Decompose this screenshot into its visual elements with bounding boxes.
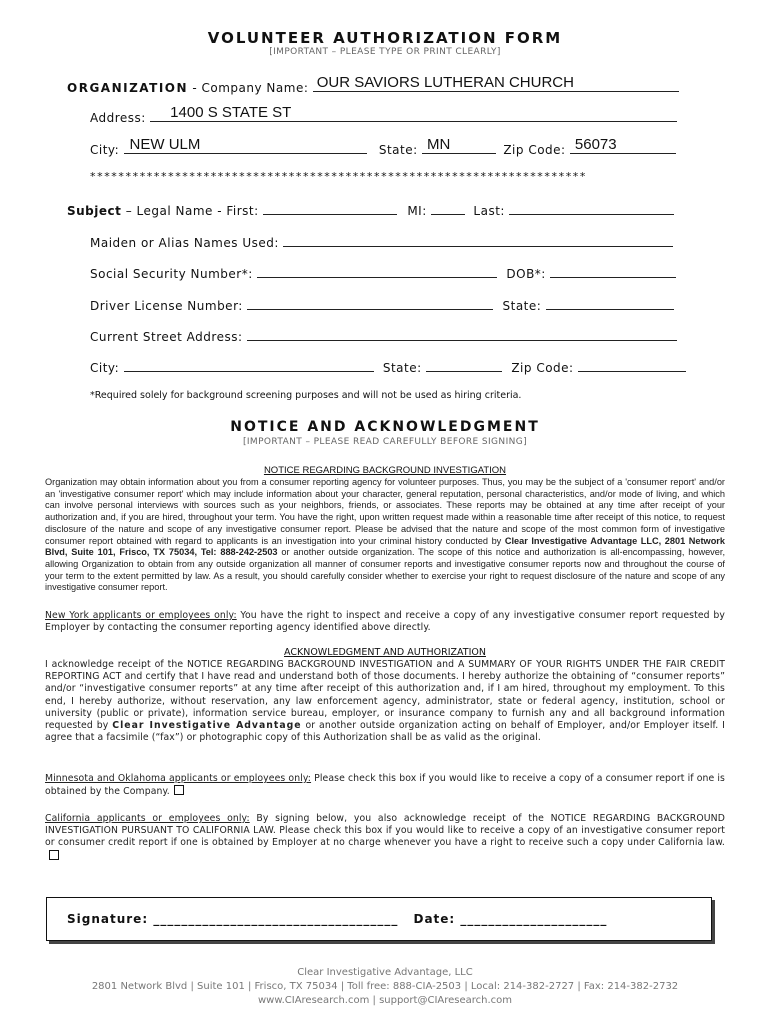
maiden-name-label: Maiden or Alias Names Used: bbox=[90, 236, 279, 250]
address-label: Address: bbox=[90, 111, 146, 125]
organization-row bbox=[67, 74, 679, 95]
subject-state-label: State: bbox=[382, 361, 422, 375]
minnesota-text: Please check this box if you would like to receive a copy of a consumer report if one is obtained by the Company. bbox=[45, 773, 725, 798]
signature-box bbox=[46, 897, 712, 941]
acknowledgment-company: Clear Investigative Advantage bbox=[112, 720, 302, 732]
org-zip-value: 56073 bbox=[574, 136, 617, 153]
new-york-text: You have the right to inspect and receive a copy of any investigative consumer report requested by Employer by contacting the consumer reporting agency identified above directly. bbox=[45, 610, 725, 634]
new-york-notice bbox=[45, 610, 725, 634]
date-line[interactable]: _____________________ bbox=[460, 912, 608, 926]
signature-label: Signature: bbox=[67, 912, 149, 926]
separator-stars: ********************************************************************** bbox=[90, 170, 587, 183]
address-value: 1400 S STATE ST bbox=[170, 104, 292, 121]
acknowledgment-heading: ACKNOWLEDGMENT AND AUTHORIZATION bbox=[284, 647, 486, 658]
company-name-label: - Company Name: bbox=[192, 81, 309, 95]
notice-heading: NOTICE REGARDING BACKGROUND INVESTIGATION bbox=[263, 465, 507, 476]
maiden-name-field[interactable] bbox=[283, 234, 673, 247]
address-row bbox=[90, 104, 677, 125]
street-address-label: Current Street Address: bbox=[90, 330, 243, 344]
ssn-field[interactable] bbox=[257, 265, 497, 278]
minnesota-label: Minnesota and Oklahoma applicants or employees only: bbox=[45, 773, 312, 784]
legal-name-first-label: – Legal Name - First: bbox=[125, 204, 259, 218]
org-state-field[interactable] bbox=[422, 136, 496, 154]
org-zip-field[interactable] bbox=[570, 136, 676, 154]
signature-line[interactable]: ___________________________________ bbox=[153, 912, 399, 926]
dob-label: DOB*: bbox=[506, 267, 546, 281]
driver-license-row bbox=[90, 297, 674, 313]
driver-license-label: Driver License Number: bbox=[90, 299, 243, 313]
footer-address: 2801 Network Blvd | Suite 101 | Frisco, TX 75034 | Toll free: 888-CIA-2503 | Local: 214-382-2727 | Fax: 214-382-2732 bbox=[91, 981, 679, 992]
minnesota-notice bbox=[45, 773, 725, 798]
form-title: VOLUNTEER AUTHORIZATION FORM bbox=[207, 29, 563, 47]
org-state-label: State: bbox=[378, 143, 418, 157]
acknowledgment-body bbox=[45, 659, 725, 744]
notice-subtitle: [IMPORTANT – PLEASE READ CAREFULLY BEFORE SIGNING] bbox=[242, 437, 528, 447]
california-label: California applicants or employees only: bbox=[45, 813, 250, 824]
street-address-row bbox=[90, 328, 677, 344]
driver-license-field[interactable] bbox=[247, 297, 493, 310]
last-name-label: Last: bbox=[473, 204, 505, 218]
address-field[interactable] bbox=[150, 104, 677, 122]
new-york-label: New York applicants or employees only: bbox=[45, 610, 237, 621]
ssn-row bbox=[90, 265, 676, 281]
notice-title: NOTICE AND ACKNOWLEDGMENT bbox=[230, 419, 540, 435]
dob-field[interactable] bbox=[550, 265, 676, 278]
california-text: By signing below, you also acknowledge receipt of the NOTICE REGARDING BACKGROUND INVESTIGATION PURSUANT TO CALIFORNIA LAW. Please check this box if you would like to receive a copy of an investigative consumer report or consumer credit report if one is obtained by Employer at no charge whenever you have a right to receive such a copy under California law. bbox=[45, 813, 725, 849]
subject-city-label: City: bbox=[90, 361, 120, 375]
org-city-label: City: bbox=[90, 143, 120, 157]
subject-zip-label: Zip Code: bbox=[511, 361, 574, 375]
signature-row bbox=[67, 912, 607, 926]
minnesota-checkbox[interactable] bbox=[174, 785, 184, 795]
notice-body bbox=[45, 477, 725, 594]
subject-name-row bbox=[67, 202, 674, 218]
street-address-field[interactable] bbox=[247, 328, 677, 341]
subject-city-field[interactable] bbox=[124, 359, 374, 372]
org-city-field[interactable] bbox=[124, 136, 367, 154]
acknowledgment-text-1: I acknowledge receipt of the NOTICE REGARDING BACKGROUND INVESTIGATION and A SUMMARY OF YOUR RIGHTS UNDER THE FAIR CREDIT REPORTING ACT and certify that I have read and understand both of those documents. I hereby authorize the obtaining of “consumer reports” and/or “investigative consumer reports” at any time after receipt of this authorization and, if I am hired, throughout my employment. To this end, I hereby authorize, without reservation, any law enforcement agency, administrator, state or federal agency, institution, school or university (public or private), information service bureau, employer, or insurance company to furnish any and all background information requested by bbox=[45, 659, 725, 732]
required-footnote: *Required solely for background screening purposes and will not be used as hiring criteria. bbox=[90, 390, 522, 401]
form-subtitle: [IMPORTANT – PLEASE TYPE OR PRINT CLEARLY] bbox=[269, 47, 501, 57]
acknowledgment-text-2: or another outside organization acting on behalf of Employer, and/or Employer itself. I agree that a facsimile (“fax”) or photographic copy of this Authorization shall be as valid as the original. bbox=[45, 720, 725, 744]
first-name-field[interactable] bbox=[263, 202, 397, 215]
company-name-field[interactable] bbox=[313, 74, 679, 92]
org-city-row bbox=[90, 136, 676, 157]
notice-body-text-1: Organization may obtain information about you from a consumer reporting agency for volunteer purposes. Thus, you may be the subject of a 'consumer report' and/or an 'investigative consumer report' which may include information about your character, general reputation, personal characteristics, and/or mode of living, and which can involve personal interviews with sources such as your neighbors, friends, or associates. These reports may be obtained at any time after receipt of your authorization and, if you are hired, throughout your term. You have the right, upon written request made within a reasonable time after receipt of this notice, to request disclosure of the nature and scope of any investigative consumer report. Please be advised that the nature and scope of the most common form of investigative consumer report obtained with regard to applicants is an investigation into your criminal history conducted by bbox=[45, 477, 725, 546]
subject-zip-field[interactable] bbox=[578, 359, 686, 372]
mi-field[interactable] bbox=[431, 202, 465, 215]
subject-state-field[interactable] bbox=[426, 359, 502, 372]
maiden-row bbox=[90, 234, 673, 250]
subject-heading: Subject bbox=[67, 204, 122, 218]
footer-company: Clear Investigative Advantage, LLC bbox=[297, 967, 473, 978]
dl-state-label: State: bbox=[502, 299, 542, 313]
dl-state-field[interactable] bbox=[546, 297, 674, 310]
mi-label: MI: bbox=[407, 204, 427, 218]
california-notice bbox=[45, 813, 725, 863]
california-checkbox[interactable] bbox=[49, 850, 59, 860]
organization-heading: ORGANIZATION bbox=[67, 81, 189, 95]
company-name-value: OUR SAVIORS LUTHERAN CHURCH bbox=[316, 74, 574, 91]
org-city-value: NEW ULM bbox=[129, 136, 201, 153]
ssn-label: Social Security Number*: bbox=[90, 267, 253, 281]
notice-body-text-2: or another outside organization. The scope of this notice and authorization is all-encompassing, however, allowing Organization to obtain from any outside organization all manner of consumer reports and investigative consumer reports now and throughout the course of your term to the extent permitted by law. As a result, you should carefully consider whether to exercise your right to request disclosure of the nature and scope of any investigative consumer report. bbox=[45, 547, 725, 593]
org-zip-label: Zip Code: bbox=[503, 143, 566, 157]
notice-body-company: Clear Investigative Advantage LLC, 2801 Network Blvd, Suite 101, Frisco, TX 75034, Tel: 888-242-2503 bbox=[45, 535, 725, 558]
org-state-value: MN bbox=[427, 136, 451, 153]
subject-city-row bbox=[90, 359, 686, 375]
footer-web: www.CIAresearch.com | support@CIAresearch.com bbox=[257, 995, 513, 1006]
date-label: Date: bbox=[413, 912, 456, 926]
last-name-field[interactable] bbox=[509, 202, 674, 215]
